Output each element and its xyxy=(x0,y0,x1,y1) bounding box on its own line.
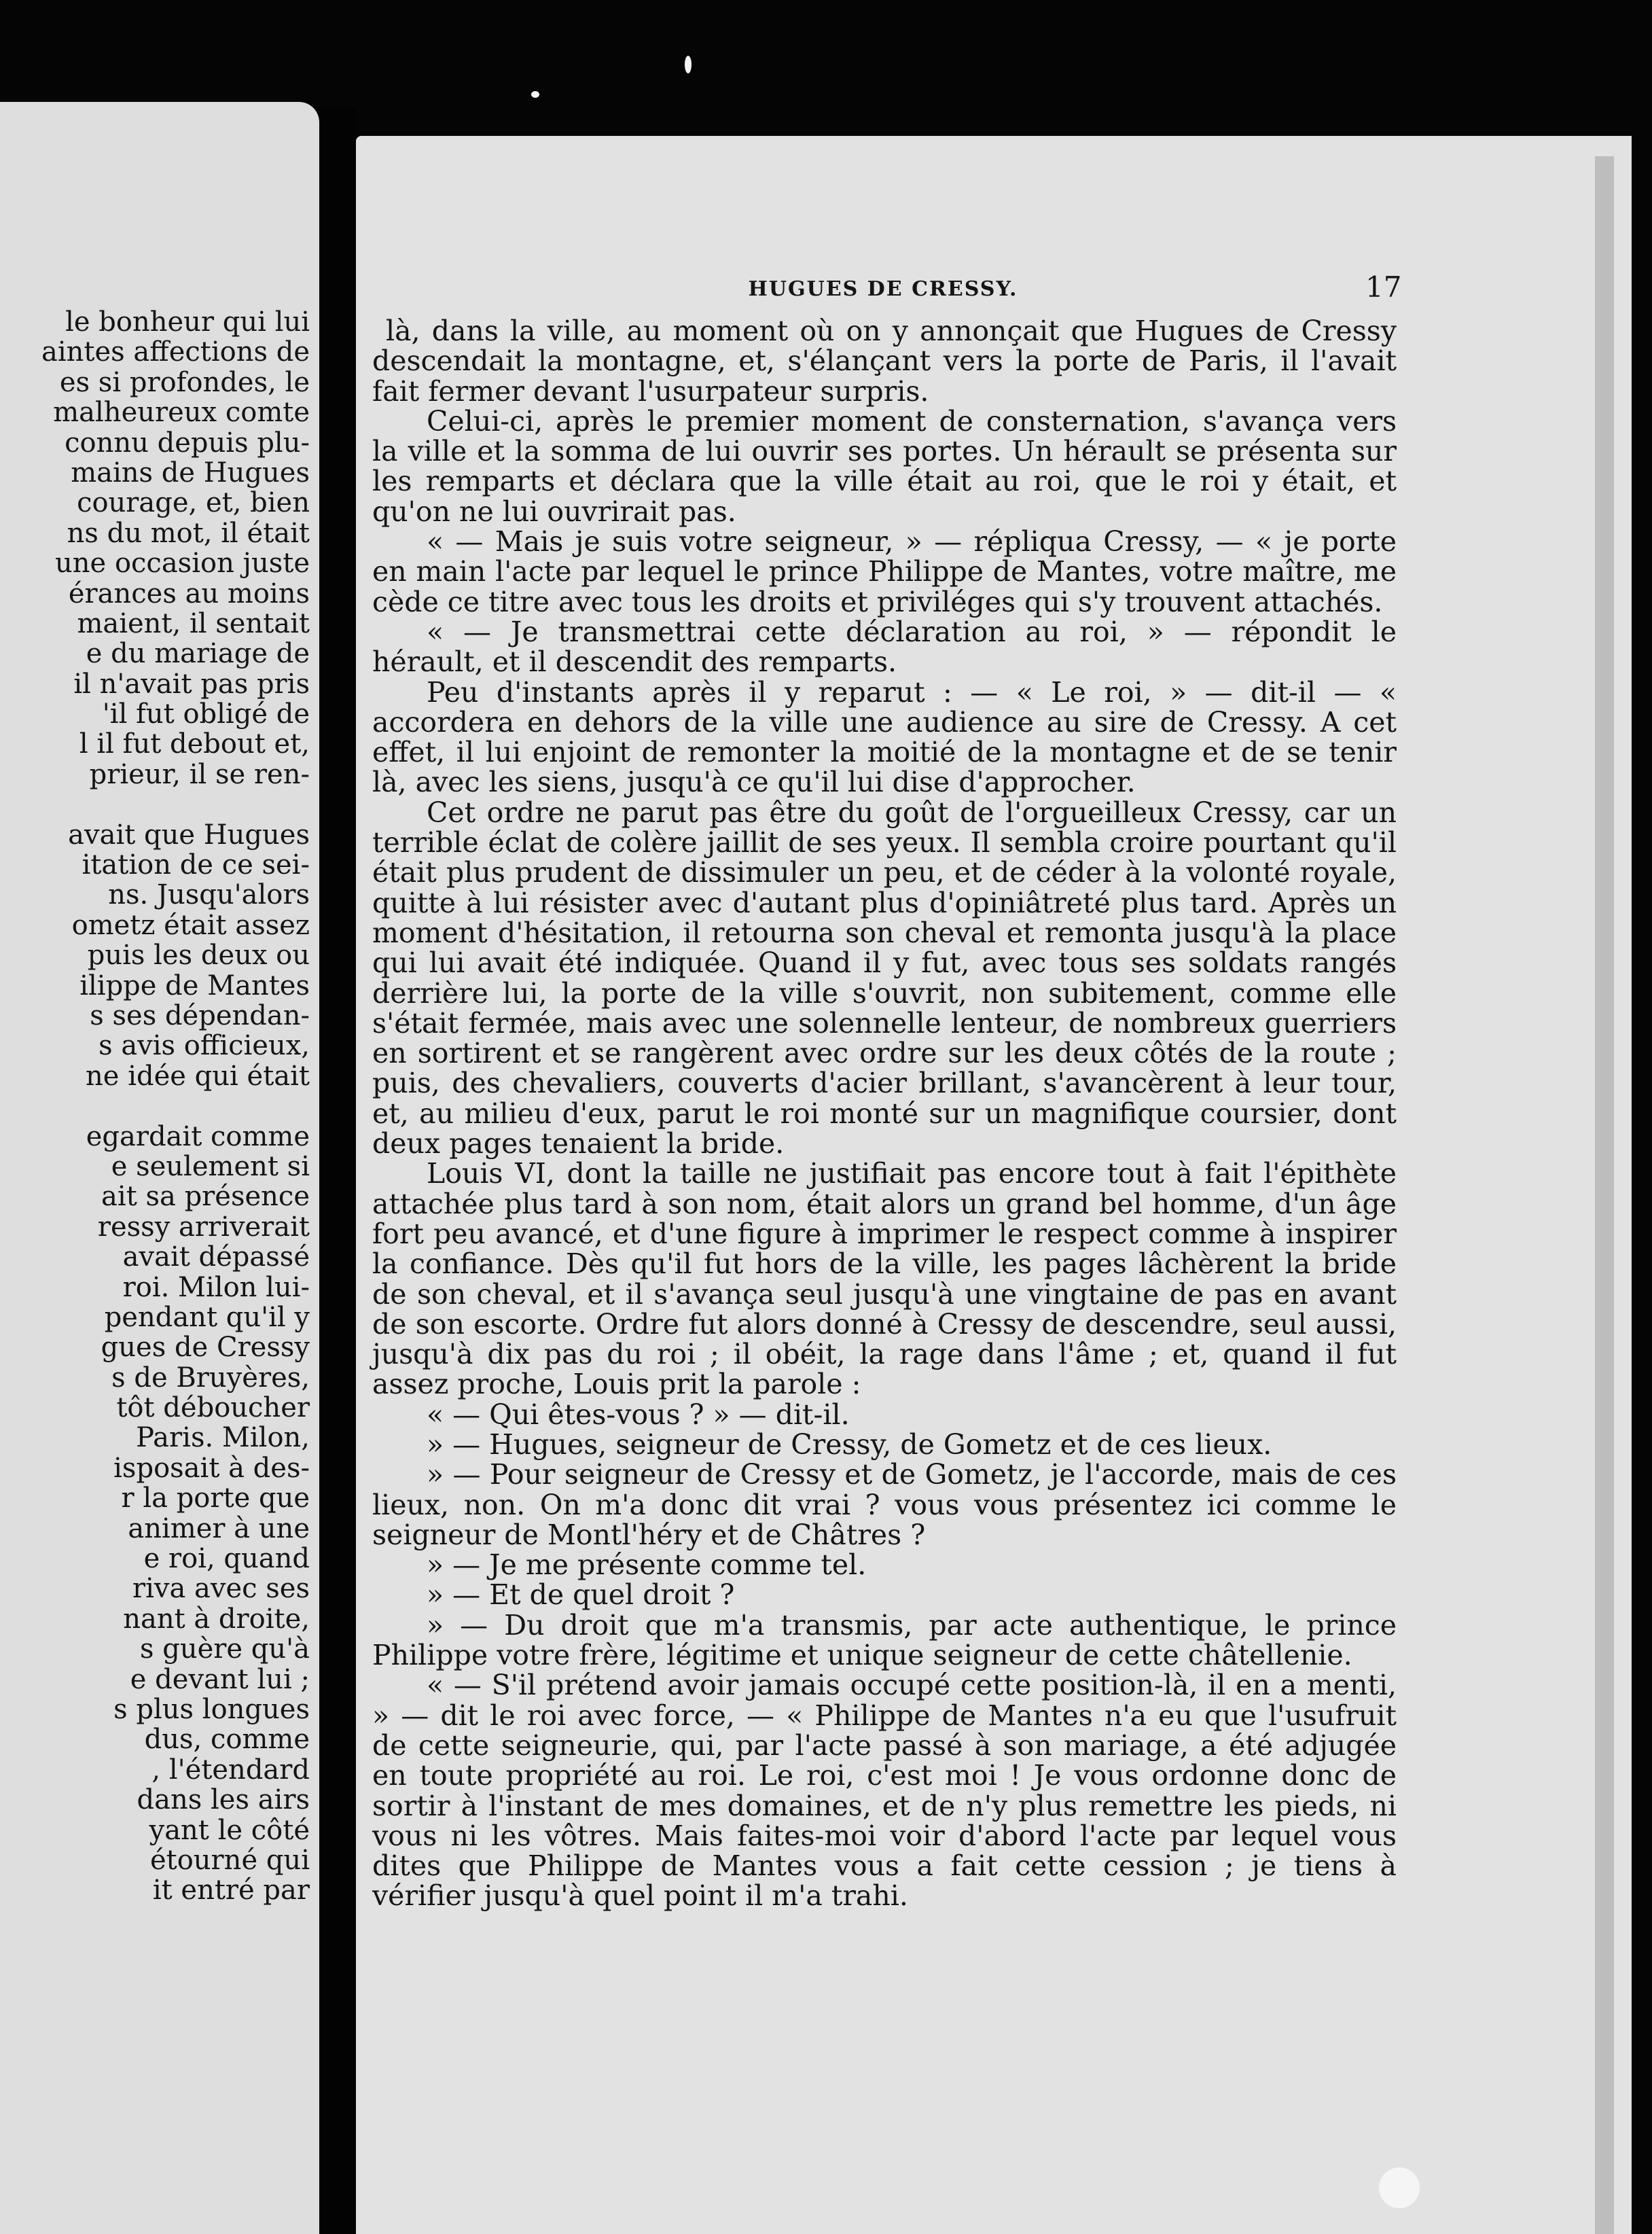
text-line: pendant qu'il y xyxy=(104,1301,310,1333)
text-line: s de Bruyères, xyxy=(111,1362,310,1394)
text-line: aintes affections de xyxy=(41,336,310,368)
paragraph: Peu d'instants après il y reparut : — « Le roi, » — dit-il — « accordera en dehors de la ville une audience au sire de Cressy. A cet effet, il lui enjoint de remonter la moitié de la montagne et de se tenir là, avec les siens, jusqu'à ce qu'il lui dise d'approcher. xyxy=(372,675,1397,799)
paragraph: Celui-ci, après le premier moment de consternation, s'avança vers la ville et la somma de lui ouvrir ses portes. Un hérault se présenta sur les remparts et déclara que la ville était au roi, que le roi y était, et qu'on ne lui ouvrirait pas. xyxy=(372,404,1397,528)
text-line: itation de ce sei- xyxy=(82,849,310,881)
paragraph: là, dans la ville, au moment où on y annonçait que Hugues de Cressy descendait la montagne, et, s'élançant vers la porte de Paris, il l'avait fait fermer devant l'usurpateur surpris. xyxy=(372,315,1397,408)
left-page-text xyxy=(0,307,310,1906)
paragraph: Cet ordre ne parut pas être du goût de l'orgueilleux Cressy, car un terrible éclat de colère jaillit de ses yeux. Il sembla croire pourtant qu'il était plus prudent de dissimuler un peu, et de céder à la volonté royale, quitte à lui résister avec d'autant plus d'opiniâtreté plus tard. Après un moment d'hésitation, il retourna son cheval et remonta jusqu'à la place qui lui avait été indiquée. Quand il y fut, avec tous ses soldats rangés derrière lui, la porte de la ville s'ouvrit, non subitement, comme elle s'était fermée, mais avec une solennelle lenteur, de nombreux guerriers en sortirent et se rangèrent avec ordre sur les deux côtés de la route ; puis, des chevaliers, couverts d'acier brillant, s'avancèrent à leur tour, et, au milieu d'eux, parut le roi monté sur un magnifique coursier, dont deux pages tenaient la bride. xyxy=(372,796,1397,1160)
text-line: ressy arriverait xyxy=(97,1211,310,1243)
text-line: courage, et, bien xyxy=(77,487,310,519)
text-line: ometz était assez xyxy=(71,909,310,941)
text-line: l il fut debout et, xyxy=(79,728,310,760)
text-line: e du mariage de xyxy=(86,638,310,670)
text-line: ilippe de Mantes xyxy=(79,970,310,1001)
text-line: ns. Jusqu'alors xyxy=(108,879,310,911)
text-line: 'il fut obligé de xyxy=(102,698,310,730)
page-number: 17 xyxy=(1365,270,1402,304)
text-line: gues de Cressy xyxy=(101,1332,310,1364)
text-line: connu depuis plu- xyxy=(65,427,310,459)
text-line: roi. Milon lui- xyxy=(122,1271,310,1303)
text-line: puis les deux ou xyxy=(87,940,310,972)
text-line: Paris. Milon, xyxy=(136,1422,310,1454)
text-line: es si profondes, le xyxy=(59,366,310,398)
paragraph: « — Mais je suis votre seigneur, » — répliqua Cressy, — « je porte en main l'acte par lequel le prince Philippe de Mantes, votre maître, me cède ce titre avec tous les droits et priviléges qui s'y trouvent attachés. xyxy=(372,525,1397,618)
text-line: avait que Hugues xyxy=(68,819,310,851)
text-line: maient, il sentait xyxy=(77,607,310,639)
paragraph: » — Je me présente comme tel. xyxy=(427,1548,867,1582)
text-line: nant à droite, xyxy=(123,1603,310,1635)
paragraph-gap xyxy=(0,790,310,819)
text-line: e roi, quand xyxy=(143,1543,310,1575)
text-line: une occasion juste xyxy=(55,548,310,580)
text-line: e seulement si xyxy=(111,1150,310,1182)
text-line: s plus longues xyxy=(113,1693,310,1725)
text-line: mains de Hugues xyxy=(71,457,310,489)
left-page xyxy=(0,102,319,2234)
text-line: ne idée qui était xyxy=(86,1060,310,1092)
scan-speck xyxy=(531,91,539,98)
scan-speck xyxy=(685,56,692,73)
paragraph: Louis VI, dont la taille ne justifiait pas encore tout à fait l'épithète attachée plus tard à son nom, était alors un grand bel homme, d'un âge fort peu avancé, et d'une figure à imprimer le respect comme à inspirer la confiance. Dès qu'il fut hors de la ville, les pages lâchèrent la bride de son cheval, et il s'avança seul jusqu'à une vingtaine de pas en avant de son escorte. Ordre fut alors donné à Cressy de descendre, seul aussi, jusqu'à dix pas du roi ; il obéit, la rage dans l'âme ; et, quand il fut assez proche, Louis prit la parole : xyxy=(372,1157,1397,1401)
page-edge xyxy=(1595,156,1614,2234)
paragraph: » — Hugues, seigneur de Cressy, de Gometz et de ces lieux. xyxy=(427,1428,1272,1461)
paragraph-gap xyxy=(0,1091,310,1121)
paragraph: « — Qui êtes-vous ? » — dit-il. xyxy=(427,1398,850,1431)
text-line: egardait comme xyxy=(86,1120,310,1152)
text-line: ait sa présence xyxy=(101,1181,310,1213)
text-line: dus, comme xyxy=(144,1724,310,1756)
text-line: animer à une xyxy=(128,1512,310,1544)
paragraph: » — Pour seigneur de Cressy et de Gometz, je l'accorde, mais de ces lieux, non. On m'a donc dit vrai ? vous vous présentez ici comme le seigneur de Montl'héry et de Châtres ? xyxy=(372,1458,1397,1551)
scan-speck xyxy=(1379,2167,1420,2208)
text-line: riva avec ses xyxy=(132,1573,310,1605)
text-line: dans les airs xyxy=(137,1784,310,1816)
text-line: it entré par xyxy=(152,1875,310,1907)
paragraph: « — S'il prétend avoir jamais occupé cette position-là, il en a menti, » — dit le roi avec force, — « Philippe de Mantes n'a eu que l'usufruit de cette seigneurie, qui, par l'acte passé à son mariage, a été adjugée en toute propriété au roi. Le roi, c'est moi ! Je vous ordonne donc de sortir à l'instant de mes domaines, et de n'y plus remettre les pieds, ni vous ni les vôtres. Mais faites-moi voir d'abord l'acte par lequel vous dites que Philippe de Mantes vous a fait cette cession ; je tiens à vérifier jusqu'à quel point il m'a trahi. xyxy=(372,1669,1397,1913)
text-line: prieur, il se ren- xyxy=(89,758,310,790)
text-line: tôt déboucher xyxy=(116,1392,310,1424)
text-line: il n'avait pas pris xyxy=(73,668,310,700)
paragraph: » — Et de quel droit ? xyxy=(427,1578,735,1612)
text-line: s guère qu'à xyxy=(140,1633,310,1665)
page-body xyxy=(372,316,1397,1911)
text-line: s avis officieux, xyxy=(98,1030,310,1062)
running-head: HUGUES DE CRESSY. xyxy=(748,277,1018,301)
text-line: érances au moins xyxy=(68,578,310,609)
text-line: s ses dépendan- xyxy=(90,999,310,1031)
text-line: ns du mot, il était xyxy=(67,517,310,549)
text-line: , l'étendard xyxy=(151,1754,310,1786)
text-line: étourné qui xyxy=(149,1844,310,1876)
book-gutter xyxy=(319,109,356,2234)
text-line: avait dépassé xyxy=(122,1241,310,1273)
text-line: yant le côté xyxy=(149,1814,310,1846)
paragraph: » — Du droit que m'a transmis, par acte authentique, le prince Philippe votre frère, légitime et unique seigneur de cette châtellenie. xyxy=(372,1608,1397,1672)
text-line: le bonheur qui lui xyxy=(65,306,310,338)
text-line: isposait à des- xyxy=(113,1452,310,1484)
text-line: malheureux comte xyxy=(53,397,310,429)
paragraph: « — Je transmettrai cette déclaration au roi, » — répondit le hérault, et il descendit des remparts. xyxy=(372,615,1397,679)
text-line: r la porte que xyxy=(121,1483,310,1514)
text-line: e devant lui ; xyxy=(130,1663,310,1695)
